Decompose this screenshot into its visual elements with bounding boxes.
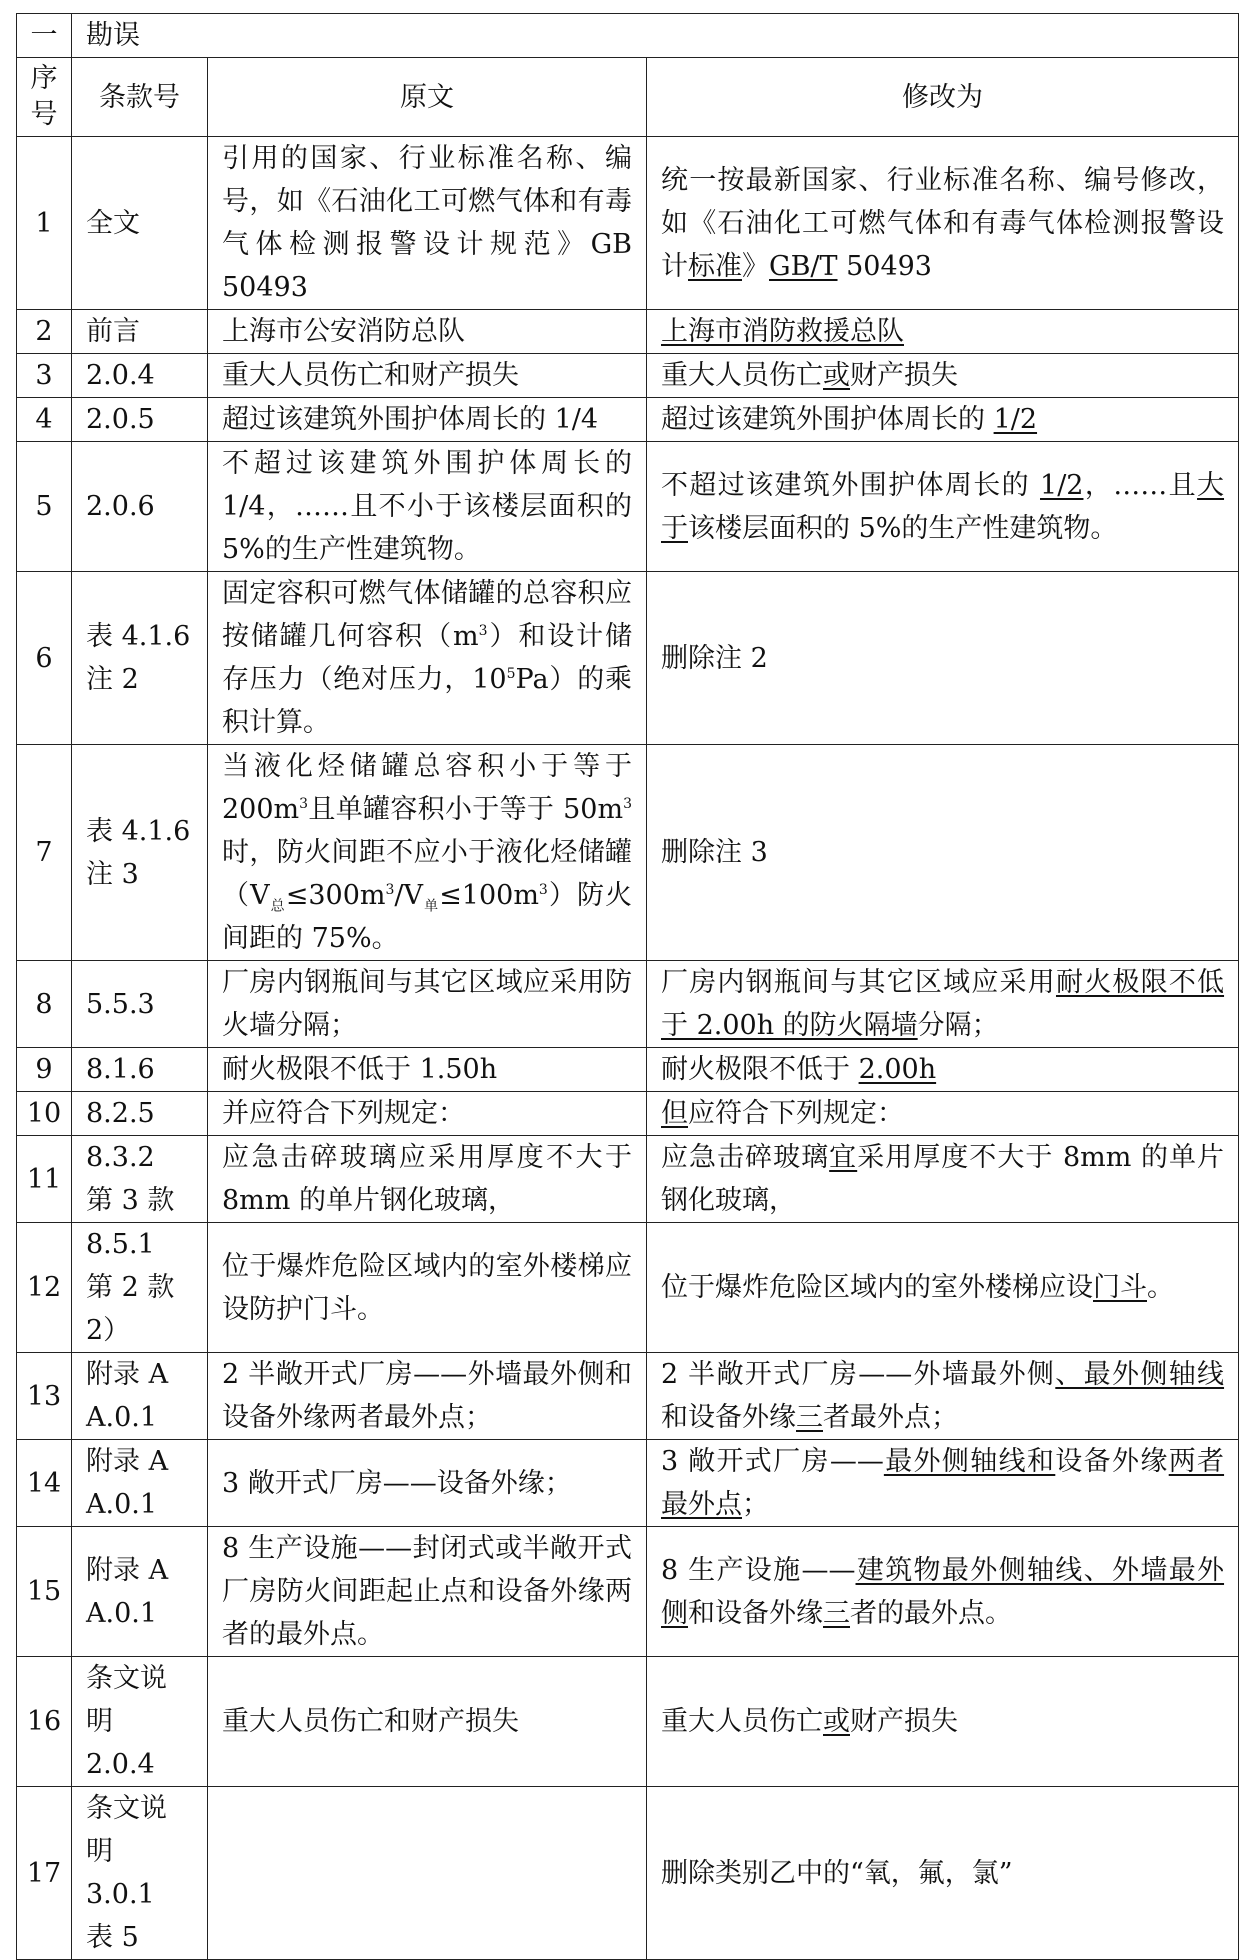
text-segment: 和设备外缘	[688, 1597, 823, 1629]
row-number: 5	[17, 442, 72, 572]
row-number: 11	[17, 1136, 72, 1223]
text-segment: 2 半敞开式厂房——外墙最外侧和设备外缘两者最外点；	[222, 1359, 632, 1433]
revised-text	[647, 1657, 1239, 1787]
table-row	[17, 354, 1239, 398]
clause-number	[72, 1223, 208, 1353]
clause-number	[72, 310, 208, 354]
table-row	[17, 745, 1239, 961]
original-text	[208, 961, 647, 1048]
text-segment: /V	[394, 880, 424, 911]
subscript: 总	[269, 898, 286, 915]
revision-underline: 标准	[688, 250, 742, 282]
revision-underline: 1/2	[993, 404, 1038, 435]
clause-line: 第 3 款	[86, 1185, 175, 1216]
row-number: 10	[17, 1092, 72, 1136]
text-segment: 超过该建筑外围护体周长的 1/4	[222, 404, 599, 435]
clause-line: 5.5.3	[86, 988, 155, 1020]
clause-line: 第 2 款 2）	[86, 1272, 175, 1346]
superscript: 3	[299, 796, 309, 812]
superscript: 3	[385, 882, 395, 898]
revision-underline: 但	[661, 1098, 688, 1129]
clause-line: 表 4.1.6	[86, 621, 191, 652]
original-text	[208, 442, 647, 572]
clause-line: 2.0.6	[86, 491, 155, 522]
section-number: 一	[17, 14, 72, 58]
text-segment: 和设备外缘	[661, 1402, 796, 1433]
text-segment: 删除注 2	[661, 642, 768, 674]
text-segment: 重大人员伤亡	[661, 1706, 823, 1737]
clause-number	[72, 398, 208, 442]
superscript: 3	[478, 623, 488, 639]
text-segment: 重大人员伤亡和财产损失	[222, 1706, 519, 1737]
revision-underline: 三	[823, 1597, 850, 1629]
text-segment: 采用厚度不大于 8mm 的单片钢化玻璃，	[661, 1142, 1225, 1216]
revision-underline: 1/2	[1040, 469, 1084, 501]
clause-line: 表 5	[86, 1922, 139, 1953]
revision-underline: 2.00h	[858, 1054, 937, 1085]
text-segment: 固定容积可燃气体储罐的总容积应按储罐几何容积（m	[222, 578, 632, 652]
original-text	[208, 137, 647, 310]
text-segment: 。	[1147, 1272, 1174, 1303]
clause-number	[72, 442, 208, 572]
original-text	[208, 1353, 647, 1440]
revised-text	[647, 1092, 1239, 1136]
clause-number	[72, 745, 208, 961]
section-title: 勘误	[72, 14, 1239, 58]
table-row	[17, 137, 1239, 310]
revised-text	[647, 398, 1239, 442]
text-segment: 50493	[837, 250, 932, 282]
clause-number	[72, 1048, 208, 1092]
original-text	[208, 398, 647, 442]
clause-number	[72, 572, 208, 745]
text-segment: ）和设计储存压力（绝对压力，10	[222, 621, 633, 695]
revised-text	[647, 1440, 1239, 1527]
text-segment: 设备外缘	[1055, 1446, 1169, 1477]
revised-text	[647, 1527, 1239, 1657]
text-segment: 统一按最新国家、行业标准名称、编号修改，如《石油化工可燃气体和有毒气体检测报警设计	[661, 164, 1225, 282]
text-segment: 分隔；	[917, 1010, 999, 1041]
text-segment: ；	[742, 1489, 769, 1520]
row-number: 7	[17, 745, 72, 961]
table-row	[17, 1048, 1239, 1092]
text-segment: ）防火间距的 75%。	[222, 880, 633, 954]
table-row	[17, 442, 1239, 572]
text-segment: 删除类别乙中的“氧，氟，氯”	[661, 1857, 1013, 1889]
clause-line: 2.0.4	[86, 360, 155, 391]
original-text	[208, 745, 647, 961]
text-segment: 者最外点；	[823, 1402, 958, 1433]
text-segment: 并应符合下列规定：	[222, 1098, 465, 1129]
text-segment: 应急击碎玻璃	[661, 1142, 830, 1173]
text-segment: 财产损失	[850, 360, 958, 391]
original-text	[208, 1440, 647, 1527]
text-segment: 删除注 3	[661, 837, 768, 868]
revision-underline: 三	[796, 1402, 823, 1433]
clause-line: 表 4.1.6	[86, 815, 191, 847]
text-segment: Pa）的乘积计算。	[222, 664, 632, 738]
clause-line: 8.5.1	[86, 1229, 155, 1260]
clause-number	[72, 1787, 208, 1960]
row-number: 12	[17, 1223, 72, 1353]
row-number: 15	[17, 1527, 72, 1657]
text-segment: 位于爆炸危险区域内的室外楼梯应设	[661, 1272, 1093, 1303]
original-text	[208, 1048, 647, 1092]
revision-underline: 建筑物最外侧轴线、外墙最外侧	[661, 1554, 1225, 1629]
text-segment: 当液化烃储罐总容积小于等于 200m	[222, 751, 632, 825]
clause-line: 3.0.1	[86, 1879, 155, 1910]
revision-underline: 上海市消防救援总队	[661, 316, 904, 347]
revision-underline: GB/T	[769, 250, 838, 282]
text-segment: 耐火极限不低于 1.50h	[222, 1054, 498, 1085]
clause-number	[72, 1657, 208, 1787]
superscript: 3	[623, 796, 632, 812]
original-text	[208, 310, 647, 354]
clause-number	[72, 354, 208, 398]
original-text	[208, 1527, 647, 1657]
header-original: 原文	[208, 58, 647, 137]
text-segment: ≤100m	[439, 880, 539, 911]
row-number: 4	[17, 398, 72, 442]
row-number: 1	[17, 137, 72, 310]
text-segment: 上海市公安消防总队	[222, 316, 465, 347]
text-segment: 重大人员伤亡和财产损失	[222, 360, 519, 391]
revised-text	[647, 745, 1239, 961]
original-text	[208, 354, 647, 398]
clause-number	[72, 1440, 208, 1527]
clause-line: 2.0.4	[86, 1749, 155, 1780]
superscript: 3	[538, 882, 548, 898]
text-segment: 时，防火间距不应小于液化烃储罐（V	[222, 837, 632, 911]
errata-document	[16, 13, 1238, 1960]
text-segment: 厂房内钢瓶间与其它区域应采用	[661, 967, 1056, 998]
clause-line: A.0.1	[86, 1489, 158, 1520]
clause-number	[72, 1527, 208, 1657]
subscript: 单	[423, 898, 440, 915]
table-row	[17, 1440, 1239, 1527]
text-segment: 应急击碎玻璃应采用厚度不大于 8mm 的单片钢化玻璃，	[222, 1142, 632, 1216]
revised-text	[647, 1787, 1239, 1960]
revised-text	[647, 1136, 1239, 1223]
clause-line: 附录 A	[86, 1554, 169, 1586]
row-number: 3	[17, 354, 72, 398]
text-segment: 2 半敞开式厂房——外墙最外侧	[661, 1359, 1056, 1390]
revision-underline: 或	[823, 360, 850, 391]
text-segment: 耐火极限不低于	[661, 1054, 859, 1085]
clause-number	[72, 961, 208, 1048]
revision-underline: 或	[823, 1706, 850, 1737]
revised-text	[647, 572, 1239, 745]
table-row	[17, 1527, 1239, 1657]
text-segment: 该楼层面积的 5%的生产性建筑物。	[688, 512, 1118, 544]
text-segment: 应符合下列规定：	[688, 1098, 904, 1129]
text-segment: 》	[742, 250, 769, 282]
header-no-text: 序号	[30, 63, 58, 130]
header-row	[17, 58, 1239, 137]
revised-text	[647, 1223, 1239, 1353]
clause-number	[72, 1092, 208, 1136]
revision-underline: 两者最外点	[661, 1446, 1225, 1520]
row-number: 16	[17, 1657, 72, 1787]
clause-line: 附录 A	[86, 1359, 169, 1390]
text-segment: 8 生产设施——	[661, 1554, 856, 1586]
table-row	[17, 572, 1239, 745]
text-segment: 财产损失	[850, 1706, 958, 1737]
original-text	[208, 1657, 647, 1787]
header-no	[17, 58, 72, 137]
text-segment: 超过该建筑外围护体周长的	[661, 404, 994, 435]
revised-text	[647, 961, 1239, 1048]
clause-line: 8.1.6	[86, 1054, 155, 1085]
revision-underline: 耐火极限不低于 2.00h 的防火隔墙	[661, 967, 1225, 1041]
row-number: 2	[17, 310, 72, 354]
table-row	[17, 1092, 1239, 1136]
row-number: 17	[17, 1787, 72, 1960]
text-segment: 厂房内钢瓶间与其它区域应采用防火墙分隔；	[222, 967, 632, 1041]
clause-line: 8.2.5	[86, 1098, 155, 1129]
text-segment: 3 敞开式厂房——设备外缘；	[222, 1467, 572, 1499]
clause-line: 前言	[86, 316, 140, 347]
row-number: 14	[17, 1440, 72, 1527]
original-text	[208, 1787, 647, 1960]
header-revised: 修改为	[647, 58, 1239, 137]
revision-underline: 最外侧轴线和	[883, 1446, 1056, 1477]
revised-text	[647, 137, 1239, 310]
revised-text	[647, 1353, 1239, 1440]
revised-text	[647, 1048, 1239, 1092]
table-row	[17, 398, 1239, 442]
row-number: 8	[17, 961, 72, 1048]
section-row	[17, 14, 1239, 58]
table-row	[17, 1136, 1239, 1223]
table-row	[17, 1787, 1239, 1960]
clause-line: A.0.1	[86, 1597, 158, 1629]
table-row	[17, 310, 1239, 354]
clause-number	[72, 1353, 208, 1440]
text-segment: 8 生产设施——封闭式或半敞开式厂房防火间距起止点和设备外缘两者的最外点。	[222, 1533, 632, 1650]
table-row	[17, 1353, 1239, 1440]
clause-line: 条文说明	[86, 1663, 167, 1737]
clause-line: 注 2	[86, 664, 139, 695]
superscript: 5	[506, 666, 516, 682]
revised-text	[647, 354, 1239, 398]
text-segment: 重大人员伤亡	[661, 360, 823, 391]
table-row	[17, 961, 1239, 1048]
row-number: 9	[17, 1048, 72, 1092]
revision-underline: 、最外侧轴线	[1055, 1359, 1225, 1390]
revised-text	[647, 442, 1239, 572]
row-number: 6	[17, 572, 72, 745]
text-segment: 不超过该建筑外围护体周长的 1/4，……且不小于该楼层面积的 5%的生产性建筑物。	[222, 448, 632, 565]
errata-table	[16, 13, 1239, 1960]
text-segment: 者的最外点。	[850, 1597, 1012, 1629]
clause-line: 注 3	[86, 858, 139, 890]
clause-line: A.0.1	[86, 1402, 158, 1433]
clause-line: 8.3.2	[86, 1142, 155, 1173]
revision-underline: 宜	[829, 1142, 858, 1173]
original-text	[208, 572, 647, 745]
text-segment: 且单罐容积小于等于 50m	[308, 794, 624, 825]
text-segment: 引用的国家、行业标准名称、编号，如《石油化工可燃气体和有毒气体检测报警设计规范》GB 50493	[222, 143, 632, 303]
text-segment: ，……且	[1083, 469, 1198, 501]
clause-line: 条文说明	[86, 1793, 167, 1867]
clause-number	[72, 1136, 208, 1223]
clause-line: 附录 A	[86, 1446, 169, 1477]
original-text	[208, 1136, 647, 1223]
text-segment: 3 敞开式厂房——	[661, 1446, 884, 1477]
text-segment: 位于爆炸危险区域内的室外楼梯应设防护门斗。	[222, 1250, 632, 1325]
clause-line: 2.0.5	[86, 404, 155, 435]
original-text	[208, 1092, 647, 1136]
text-segment: ≤300m	[285, 880, 386, 911]
clause-number	[72, 137, 208, 310]
row-number: 13	[17, 1353, 72, 1440]
table-row	[17, 1223, 1239, 1353]
text-segment: 不超过该建筑外围护体周长的	[661, 469, 1041, 501]
header-clause: 条款号	[72, 58, 208, 137]
table-row	[17, 1657, 1239, 1787]
clause-line: 全文	[86, 207, 140, 239]
revision-underline: 门斗	[1093, 1272, 1147, 1303]
revised-text	[647, 310, 1239, 354]
revision-underline: 大于	[661, 469, 1225, 544]
original-text	[208, 1223, 647, 1353]
